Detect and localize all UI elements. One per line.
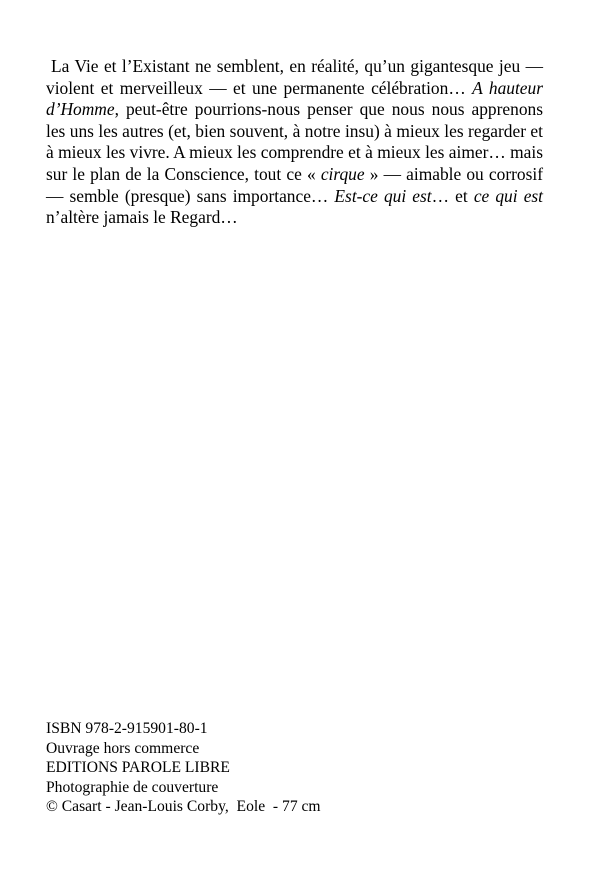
isbn-line: ISBN 978-2-915901-80-1 — [46, 720, 208, 737]
paragraph-italic-cirque: cirque — [320, 163, 365, 184]
cover-photo-credit: © Casart - Jean-Louis Corby, Eole - 77 cm — [46, 798, 321, 816]
paragraph-text-1: La Vie et l’Existant ne semblent, en réalité, qu’un gigantesque jeu — violent et merveilleux — et une permanente célébration… — [46, 56, 543, 98]
paragraph-text-5: n’altère jamais le Regard… — [46, 207, 238, 228]
paragraph-italic-est-ce: Est-ce qui est — [334, 185, 432, 206]
cover-photo-label: Photographie de couverture — [46, 778, 219, 796]
publisher-line: EDITIONS PAROLE LIBRE — [46, 759, 230, 777]
paragraph-italic-hauteur: A hauteur d’Homme — [46, 77, 543, 120]
paragraph-italic-ce-qui-est: ce qui est — [473, 185, 544, 206]
paragraph-text-4: … et — [431, 185, 474, 206]
distribution-line: Ouvrage hors commerce — [46, 739, 200, 757]
main-paragraph — [46, 56, 543, 229]
colophon — [46, 719, 446, 817]
paragraph-text-2: , peut-être pourrions-nous penser que nous nous apprenons les uns les autres (et, bien souvent, à notre insu) à mieux les regarder et à mieux les vivre. A mieux les comprendre et à mieux les aimer… mais sur le plan de la Conscience, tout ce « — [46, 99, 543, 184]
paragraph-text-3: » — aimable ou corrosif — semble (presque) sans importance… — [46, 163, 543, 206]
